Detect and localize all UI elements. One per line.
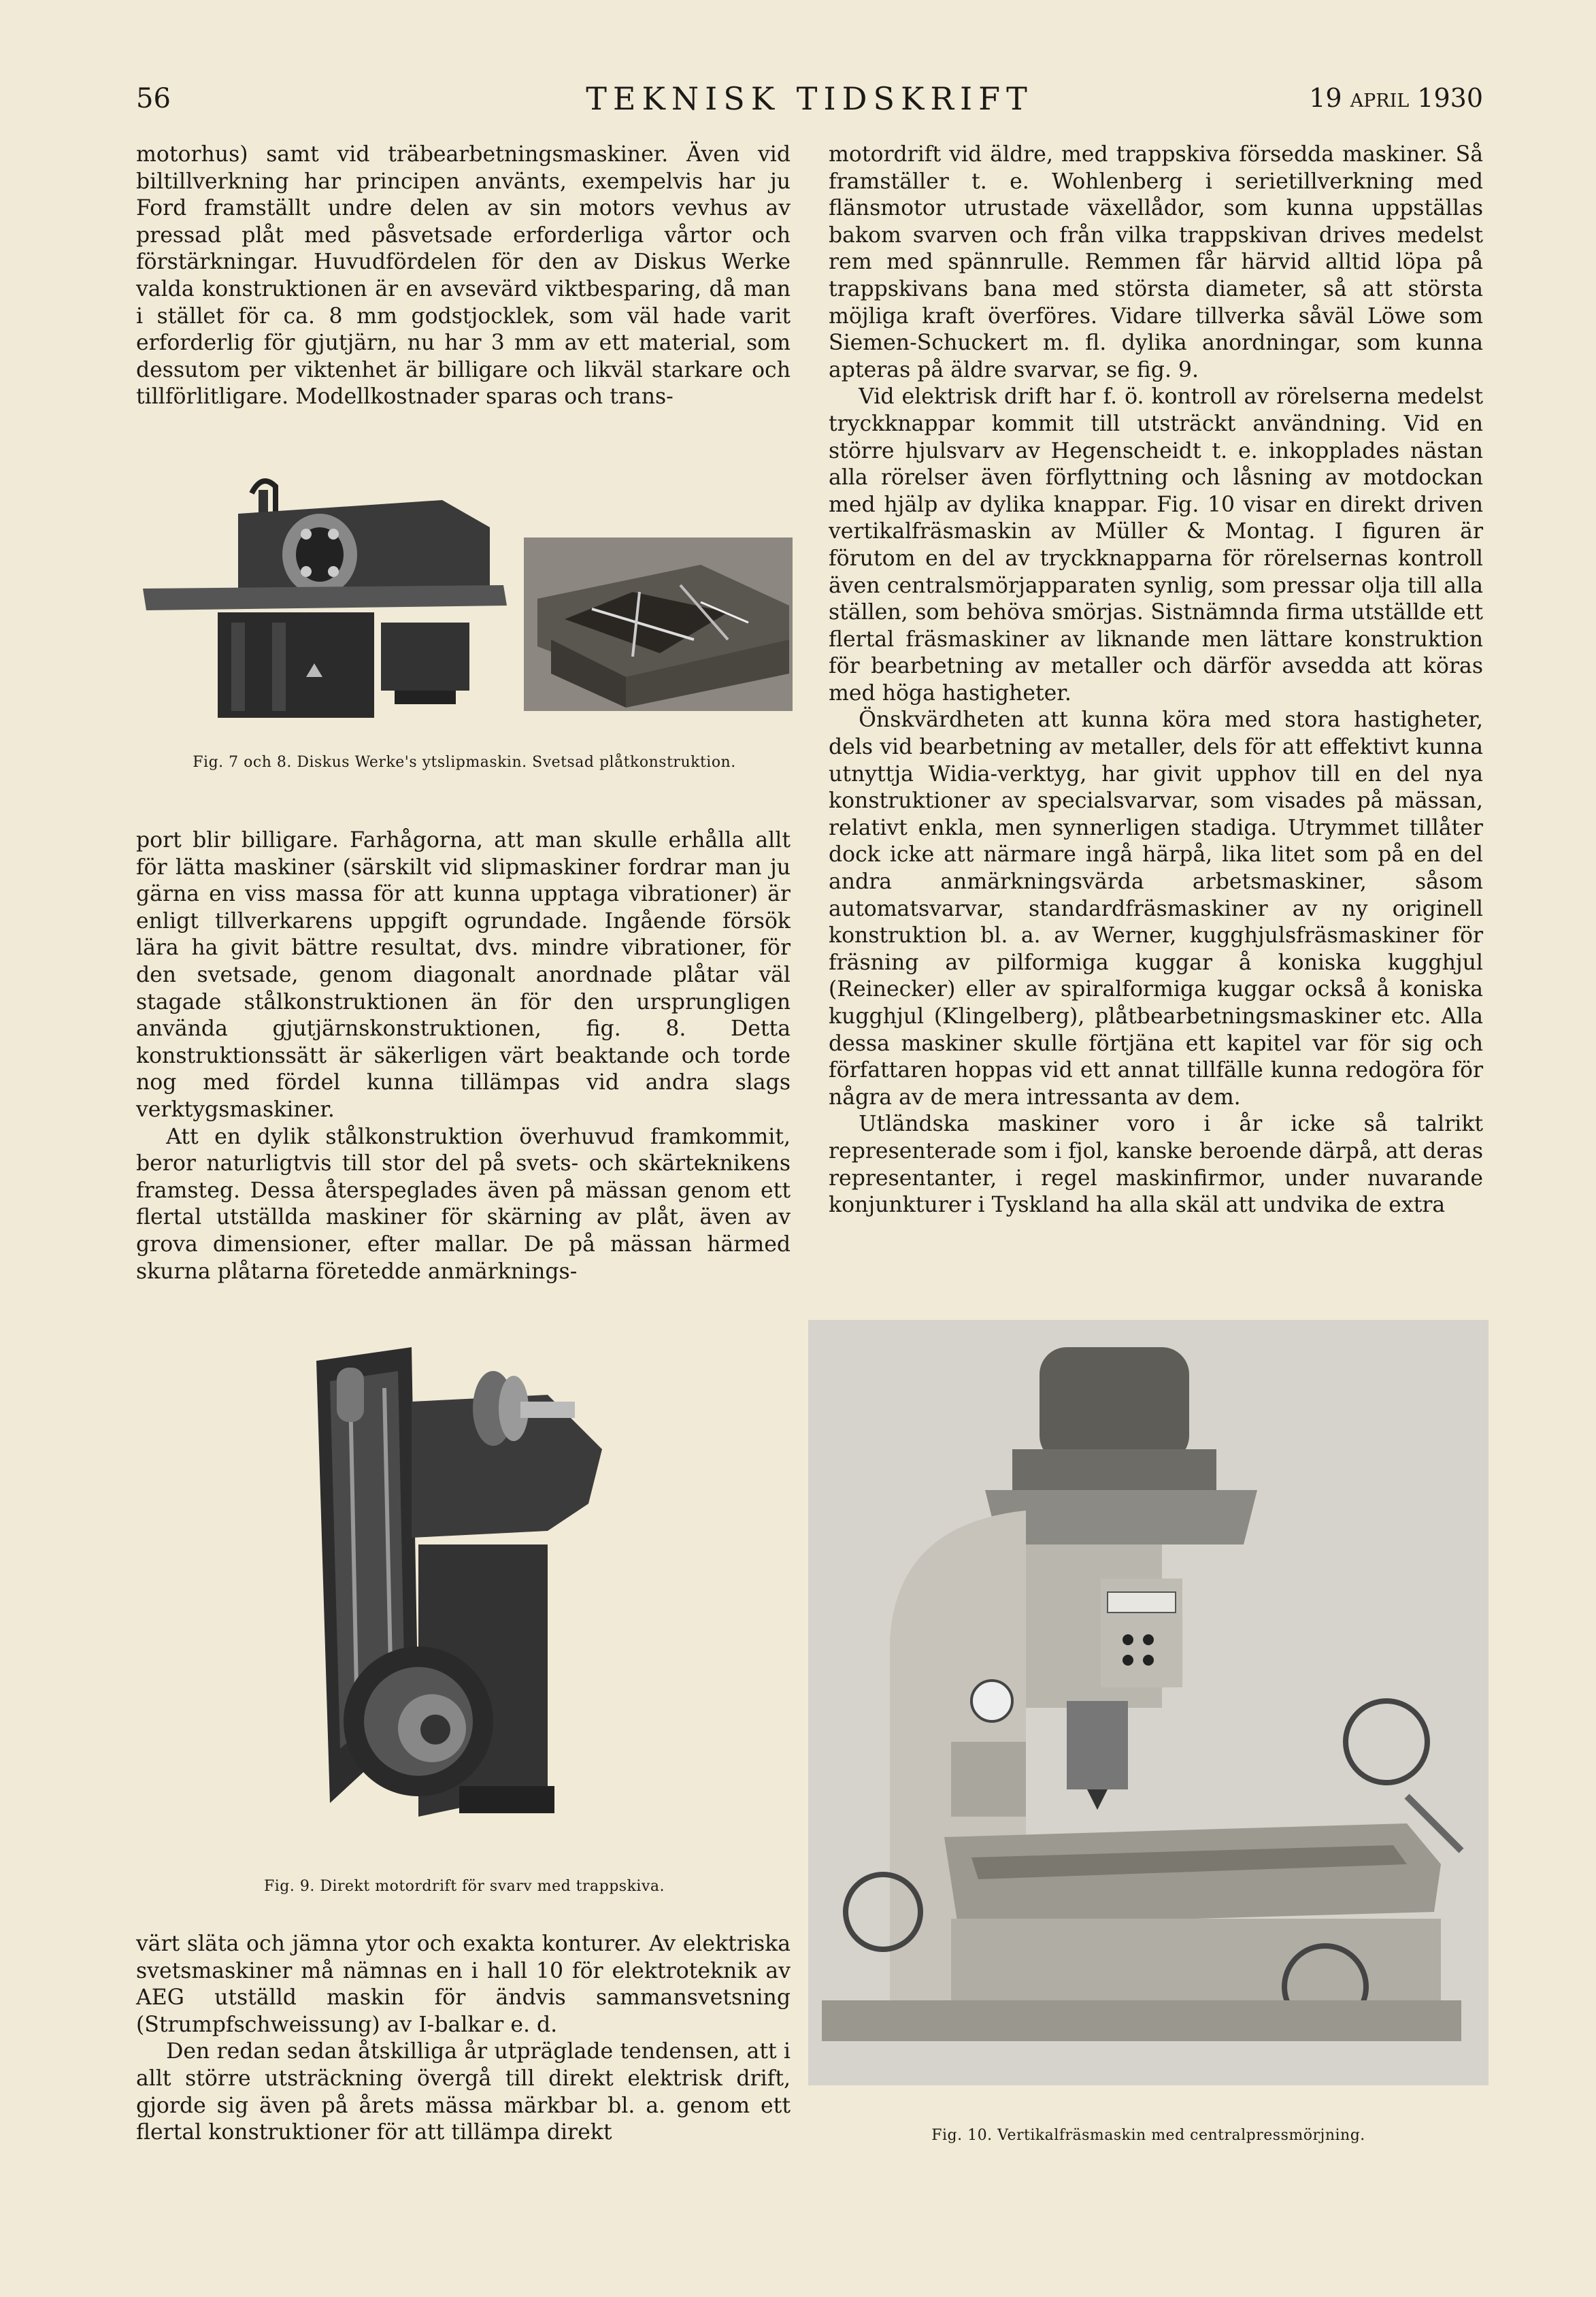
paragraph: motordrift vid äldre, med trappskiva försedda maskiner. Så framställer t. e. Wohlenberg i serietillverkning med flänsmotor utrustade växellådor, som kunna uppställas bakom svarven och från vilka trappskivan drives medelst rem med spännrulle. Remmen får härvid alltid löpa på trappskivans bana med största diameter, så att största möjliga kraft överföres. Vidare tillverka såväl Löwe som Siemen-Schuckert m. fl. dylika anordningar, som kunna apteras på äldre svarvar, se fig. 9.	[829, 142, 1483, 382]
paragraph: Utländska maskiner voro i år icke så talrikt representerade som i fjol, kanske beroende därpå, att deras representanter, i regel maskinfirmor, under nuvarande konjunkturer i Tyskland ha alla skäl att undvika de extra	[829, 1112, 1483, 1218]
left-column-top	[136, 142, 791, 411]
page-number: 56	[136, 83, 171, 114]
figure-7-8-caption: Fig. 7 och 8. Diskus Werke's ytslipmaskin. Svetsad plåtkonstruktion.	[193, 754, 736, 771]
figure-9-caption: Fig. 9. Direkt motordrift för svarv med trappskiva.	[263, 1878, 665, 1895]
paragraph: Önskvärdheten att kunna köra med stora hastigheter, dels vid bearbetning av metaller, dels för att effektivt kunna utnyttja Widia-verktyg, har givit upphov till en del nya konstruktioner av specialsvarvar, som visades på mässan, relativt enkla, men synnerligen stadiga. Utrymmet tillåter dock icke att närmare ingå härpå, lika litet som på en del andra anmärkningsvärda arbetsmaskiner, såsom automatsvarvar, standardfräsmaskiner av ny originell konstruktion bl. a. av Werner, kugghjulsfräsmaskiner för fräsning av pilformiga kuggar å koniska kugghjul (Reinecker) eller av spiralformiga kuggar också å koniska kugghjul (Klingelberg), plåtbearbetningsmaskiner etc. Alla dessa maskiner skulle förtjäna ett kapitel var för sig och författaren hoppas vid ett annat tillfälle kunna redogöra för några av de mera intressanta av dem.	[829, 708, 1483, 1110]
paragraph: värt släta och jämna ytor och exakta konturer. Av elektriska svetsmaskiner må nämnas en i hall 10 för elektroteknik av AEG utställd maskin för ändvis sammansvetsning (Strumpfschweissung) av I-balkar e. d.	[136, 1932, 791, 2037]
paragraph: Att en dylik stålkonstruktion överhuvud framkommit, beror naturligtvis till stor del på svets- och skärteknikens framsteg. Dessa återspeglades även på mässan genom ett flertal utställda maskiner för skärning av plåt, även av grova dimensioner, efter mallar. De på mässan härmed skurna plåtarna företedde anmärknings-	[136, 1124, 791, 1284]
figure-8-welded-construction	[524, 538, 793, 711]
paragraph: port blir billigare. Farhågorna, att man skulle erhålla allt för lätta maskiner (särskilt vid slipmaskiner fordrar man ju gärna en viss massa för att kunna upptaga vibrationer) är enligt tillverkarens uppgift ogrundade. Ingående försök lära ha givit bättre resultat, dvs. mindre vibrationer, för den svetsade, genom diagonalt anordnade plåtar väl stagade stålkonstruktionen än för den ursprungligen använda gjutjärnskonstruktionen, fig. 8. Detta konstruktionssätt är säkerligen värt beaktande och torde nog med fördel kunna tillämpas vid andra slags verktygsmaskiner.	[136, 828, 791, 1122]
left-column-bottom	[136, 1931, 791, 2147]
figure-9-lathe-drive	[289, 1340, 670, 1851]
paragraph: Vid elektrisk drift har f. ö. kontroll av rörelserna medelst tryckknappar kommit till utsträckt användning. Vid en större hjulsvarv av Hegenscheidt t. e. inkopplades nästan alla rörelser även förflyttning och låsning av motdockan med hjälp av dylika knappar. Fig. 10 visar en direkt driven vertikalfräsmaskin av Müller & Montag. I figuren är förutom en del av tryckknapparna för rörelsernas kontroll även centralsmörjapparaten synlig, som pressar olja till alla ställen, som behöva smörjas. Sistnämnda firma utställde ett flertal fräsmaskiner av liknande men lättare konstruktion för bearbetning av metaller och därför avsedda att köras med höga hastigheter.	[829, 384, 1483, 706]
page-header	[136, 80, 1483, 121]
right-column	[829, 142, 1483, 1219]
issue-date: 19 april 1930	[1309, 83, 1483, 113]
paragraph: Den redan sedan åtskilliga år utpräglade tendensen, att i allt större utsträckning övergå till direkt elektrisk drift, gjorde sig även på årets mässa märkbar bl. a. genom ett flertal konstruktioner för att tillämpa direkt	[136, 2039, 791, 2145]
figure-7-grinding-machine	[136, 452, 517, 725]
figure-10-vertical-milling-machine	[808, 1320, 1489, 2085]
left-column-middle	[136, 827, 791, 1285]
figure-10-caption: Fig. 10. Vertikalfräsmaskin med centralpressmörjning.	[931, 2127, 1365, 2144]
paragraph: motorhus) samt vid träbearbetningsmaskiner. Även vid biltillverkning har principen använts, exempelvis har ju Ford framställt undre delen av sin motors vevhus av pressad plåt med påsvetsade erforderliga vårtor och förstärkningar. Huvudfördelen för den av Diskus Werke valda konstruktionen är en avsevärd viktbesparing, då man i stället för ca. 8 mm godstjocklek, som väl hade varit erforderlig för gjutjärn, nu har 3 mm av ett material, som dessutom per viktenhet är billigare och likväl starkare och tillförlitligare. Modellkostnader sparas och trans-	[136, 142, 791, 410]
journal-title: TEKNISK TIDSKRIFT	[586, 80, 1033, 117]
